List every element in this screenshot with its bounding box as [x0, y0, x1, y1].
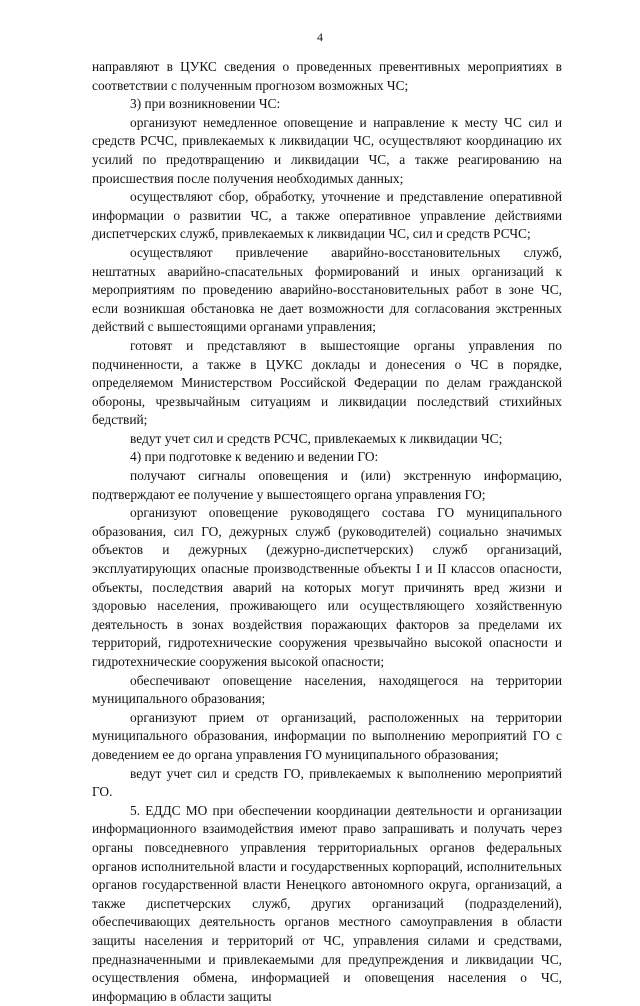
document-body — [92, 58, 562, 1006]
paragraph: организуют оповещение руководящего состава ГО муниципального образования, сил ГО, дежурных служб (руководителей) социально значимых объектов и дежурных (дежурно-диспетчерских) служб организаций, эксплуатирующих опасные производственные объекты I и II классов опасности, объекты, последствия аварий на которых могут причинять вред жизни и здоровью населения, проживающего или осуществляющего хозяйственную деятельность в зонах воздействия поражающих факторов за пределами их территорий, гидротехнические сооружения чрезвычайно высокой опасности и гидротехнические сооружения высокой опасности; — [92, 505, 562, 669]
paragraph: направляют в ЦУКС сведения о проведенных превентивных мероприятиях в соответствии с полученным прогнозом возможных ЧС; — [92, 59, 562, 93]
paragraph: обеспечивают оповещение населения, находящегося на территории муниципального образования; — [92, 672, 562, 707]
paragraph: осуществляют сбор, обработку, уточнение и представление оперативной информации о развитии ЧС, а также оперативное управление действиями диспетчерских служб, привлекаемых к ликвидации ЧС, сил и средств РСЧС; — [92, 189, 562, 242]
paragraph: ведут учет сил и средств РСЧС, привлекаемых к ликвидации ЧС; — [130, 430, 503, 446]
paragraph: готовят и представляют в вышестоящие органы управления по подчиненности, а также в ЦУКС доклады и донесения о ЧС в порядке, определяемом Министерством Российской Федерации по делам гражданской обороны, чрезвычайным ситуациям и ликвидации последствий стихийных бедствий; — [92, 337, 562, 428]
page-number: 4 — [317, 30, 323, 44]
paragraph: организуют немедленное оповещение и направление к месту ЧС сил и средств РСЧС, привлекаемых к ликвидации ЧС, осуществляют координацию их усилий по предотвращению и ликвидации ЧС, а также реагированию на происшествия после получения необходимых данных; — [92, 114, 562, 186]
paragraph: организуют прием от организаций, расположенных на территории муниципального образования, информации по выполнению мероприятий ГО с доведением ее до органа управления ГО муниципального образования; — [92, 709, 562, 762]
paragraph: 3) при возникновении ЧС: — [130, 96, 281, 112]
paragraph: 5. ЕДДС МО при обеспечении координации деятельности и организации информационного взаимодействия имеют право запрашивать и получать через органы повседневного управления территориальных органов федеральных органов исполнительной власти и государственных корпораций, исполнительных органов государственной власти Ненецкого автономного округа, организаций, а также диспетчерских служб, других организаций (подразделений), обеспечивающих деятельность органов местного самоуправления в области защиты населения и территорий от ЧС, управления силами и средствами, предназначенными и привлекаемыми для предупреждения и ликвидации ЧС, осуществления обмена, информацией и оповещения населения о ЧС, информацию в области защиты — [92, 802, 562, 1004]
paragraph: ведут учет сил и средств ГО, привлекаемых к выполнению мероприятий ГО. — [92, 765, 562, 800]
paragraph: 4) при подготовке к ведению и ведении ГО: — [130, 449, 379, 465]
paragraph: получают сигналы оповещения и (или) экстренную информацию, подтверждают ее получение у вышестоящего органа управления ГО; — [92, 468, 562, 502]
paragraph: осуществляют привлечение аварийно-восстановительных служб, нештатных аварийно-спасательных формирований и иных организаций к мероприятиям по проведению аварийно-восстановительных работ в зоне ЧС, если возникшая обстановка не дает возможности для согласования экстренных действий с вышестоящими органами управления; — [92, 244, 562, 335]
